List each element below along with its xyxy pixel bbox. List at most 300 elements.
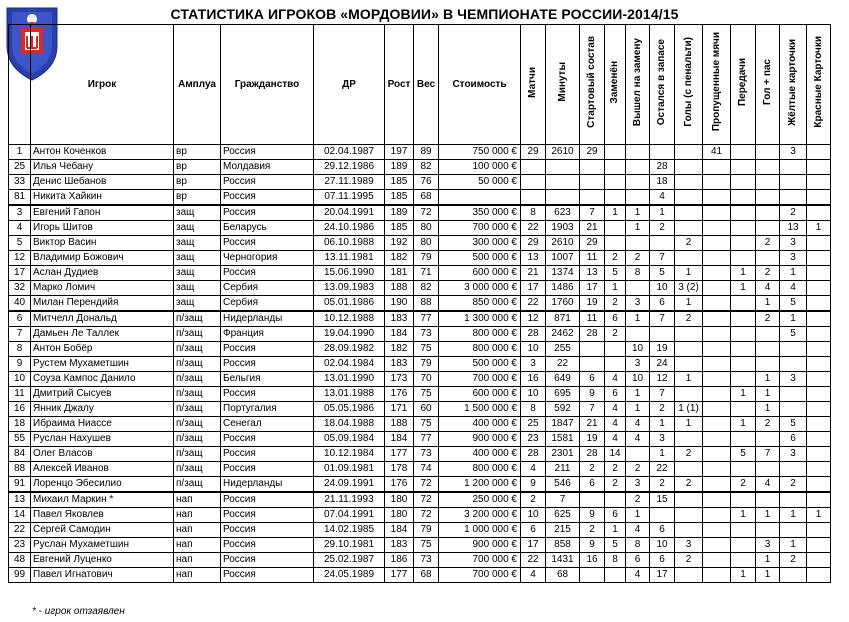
col-header-subbed-on	[626, 25, 650, 145]
cell-dob: 15.06.1990	[314, 266, 385, 281]
cell-height: 181	[385, 266, 414, 281]
cell-starting: 7	[580, 402, 605, 417]
cell-weight: 75	[414, 417, 439, 432]
cell-citizenship: Россия	[221, 492, 314, 508]
cell-dob: 13.01.1988	[314, 387, 385, 402]
cell-citizenship: Россия	[221, 523, 314, 538]
col-header-goals	[675, 25, 703, 145]
cell-conceded	[703, 251, 731, 266]
cell-subbed-on: 1	[626, 205, 650, 221]
cell-weight: 73	[414, 447, 439, 462]
cell-dob: 18.04.1988	[314, 417, 385, 432]
cell-assists	[731, 342, 756, 357]
cell-matches: 22	[521, 296, 546, 312]
cell-starting: 29	[580, 236, 605, 251]
cell-goals: 1	[675, 266, 703, 281]
cell-goals	[675, 251, 703, 266]
cell-goal-pass	[756, 221, 780, 236]
cell-dob: 29.10.1981	[314, 538, 385, 553]
cell-starting: 7	[580, 205, 605, 221]
cell-conceded	[703, 447, 731, 462]
cell-num: 48	[9, 553, 31, 568]
cell-player: Дамьен Ле Таллек	[31, 327, 174, 342]
cell-height: 185	[385, 221, 414, 236]
cell-yellow: 1	[780, 311, 807, 327]
col-header-subbed-off-label: Заменён	[609, 60, 620, 104]
cell-conceded	[703, 508, 731, 523]
cell-value: 400 000 €	[439, 417, 521, 432]
cell-role: нап	[174, 568, 221, 583]
cell-value: 500 000 €	[439, 357, 521, 372]
cell-goals	[675, 160, 703, 175]
cell-height: 184	[385, 523, 414, 538]
cell-subbed-on: 1	[626, 508, 650, 523]
cell-subbed-on: 1	[626, 387, 650, 402]
cell-height: 176	[385, 387, 414, 402]
cell-conceded	[703, 568, 731, 583]
cell-goals: 1	[675, 372, 703, 387]
cell-dob: 13.09.1983	[314, 281, 385, 296]
cell-red	[807, 311, 831, 327]
cell-matches: 4	[521, 568, 546, 583]
table-body	[9, 145, 831, 583]
cell-citizenship: Россия	[221, 190, 314, 206]
table-row	[9, 296, 831, 312]
cell-value: 900 000 €	[439, 432, 521, 447]
cell-weight: 80	[414, 236, 439, 251]
cell-num: 4	[9, 221, 31, 236]
cell-subbed-off: 5	[605, 266, 626, 281]
cell-matches: 25	[521, 417, 546, 432]
cell-weight: 72	[414, 477, 439, 493]
cell-height: 182	[385, 342, 414, 357]
cell-starting	[580, 357, 605, 372]
cell-starting: 21	[580, 221, 605, 236]
cell-red	[807, 387, 831, 402]
cell-player: Алексей Иванов	[31, 462, 174, 477]
cell-yellow: 1	[780, 538, 807, 553]
cell-height: 176	[385, 477, 414, 493]
cell-goal-pass	[756, 327, 780, 342]
cell-assists	[731, 190, 756, 206]
cell-weight: 79	[414, 523, 439, 538]
cell-height: 185	[385, 175, 414, 190]
cell-red	[807, 357, 831, 372]
cell-yellow: 2	[780, 553, 807, 568]
cell-citizenship: Россия	[221, 175, 314, 190]
cell-yellow: 3	[780, 447, 807, 462]
cell-player: Никита Хайкин	[31, 190, 174, 206]
cell-assists	[731, 311, 756, 327]
cell-goals: 2	[675, 236, 703, 251]
cell-minutes: 7	[546, 492, 580, 508]
cell-goal-pass: 2	[756, 236, 780, 251]
cell-citizenship: Молдавия	[221, 160, 314, 175]
cell-num: 23	[9, 538, 31, 553]
cell-role: защ	[174, 251, 221, 266]
cell-minutes: 546	[546, 477, 580, 493]
cell-weight: 82	[414, 160, 439, 175]
cell-yellow	[780, 175, 807, 190]
col-header-bench	[650, 25, 675, 145]
cell-goal-pass: 1	[756, 402, 780, 417]
cell-subbed-on: 4	[626, 523, 650, 538]
cell-citizenship: Сербия	[221, 296, 314, 312]
cell-dob: 02.04.1987	[314, 145, 385, 160]
cell-subbed-off: 2	[605, 477, 626, 493]
cell-num: 25	[9, 160, 31, 175]
cell-dob: 05.01.1986	[314, 296, 385, 312]
cell-matches: 17	[521, 538, 546, 553]
cell-goal-pass	[756, 492, 780, 508]
cell-starting	[580, 342, 605, 357]
cell-citizenship: Нидерланды	[221, 477, 314, 493]
cell-bench	[650, 236, 675, 251]
cell-role: защ	[174, 281, 221, 296]
cell-goals: 3	[675, 538, 703, 553]
cell-goals	[675, 327, 703, 342]
cell-value: 900 000 €	[439, 538, 521, 553]
cell-num: 9	[9, 357, 31, 372]
cell-minutes: 623	[546, 205, 580, 221]
cell-minutes: 68	[546, 568, 580, 583]
cell-subbed-on: 8	[626, 266, 650, 281]
cell-assists	[731, 160, 756, 175]
table-row	[9, 190, 831, 206]
cell-value: 700 000 €	[439, 568, 521, 583]
cell-dob: 24.10.1986	[314, 221, 385, 236]
cell-subbed-off: 14	[605, 447, 626, 462]
cell-player: Марко Ломич	[31, 281, 174, 296]
cell-player: Руслан Мухаметшин	[31, 538, 174, 553]
cell-subbed-off	[605, 190, 626, 206]
cell-num: 88	[9, 462, 31, 477]
cell-conceded	[703, 281, 731, 296]
cell-matches	[521, 175, 546, 190]
cell-num: 10	[9, 372, 31, 387]
cell-assists	[731, 462, 756, 477]
col-header-value: Стоимость	[439, 25, 521, 145]
cell-matches: 28	[521, 447, 546, 462]
cell-subbed-on: 8	[626, 538, 650, 553]
cell-value: 100 000 €	[439, 160, 521, 175]
cell-conceded	[703, 190, 731, 206]
cell-matches: 23	[521, 432, 546, 447]
cell-num: 32	[9, 281, 31, 296]
cell-citizenship: Россия	[221, 447, 314, 462]
cell-height: 180	[385, 492, 414, 508]
cell-bench: 18	[650, 175, 675, 190]
cell-goal-pass	[756, 205, 780, 221]
cell-goals: 1 (1)	[675, 402, 703, 417]
cell-conceded	[703, 477, 731, 493]
cell-weight: 75	[414, 538, 439, 553]
cell-yellow: 2	[780, 205, 807, 221]
cell-bench: 3	[650, 432, 675, 447]
cell-player: Евгений Гапон	[31, 205, 174, 221]
cell-starting: 9	[580, 508, 605, 523]
cell-minutes: 215	[546, 523, 580, 538]
cell-yellow	[780, 568, 807, 583]
cell-minutes: 22	[546, 357, 580, 372]
cell-goal-pass	[756, 432, 780, 447]
cell-player: Аслан Дудиев	[31, 266, 174, 281]
table-row	[9, 175, 831, 190]
cell-goals	[675, 568, 703, 583]
cell-subbed-on: 1	[626, 221, 650, 236]
cell-red	[807, 477, 831, 493]
cell-value: 800 000 €	[439, 342, 521, 357]
cell-starting: 17	[580, 281, 605, 296]
cell-minutes: 2462	[546, 327, 580, 342]
cell-dob: 25.02.1987	[314, 553, 385, 568]
cell-goals	[675, 190, 703, 206]
cell-subbed-on: 4	[626, 417, 650, 432]
cell-subbed-on: 3	[626, 296, 650, 312]
cell-minutes: 1374	[546, 266, 580, 281]
cell-height: 189	[385, 205, 414, 221]
cell-goal-pass	[756, 523, 780, 538]
cell-subbed-off: 6	[605, 387, 626, 402]
cell-starting	[580, 175, 605, 190]
cell-bench: 10	[650, 538, 675, 553]
col-header-yellow-label: Жёлтые карточки	[787, 38, 798, 126]
cell-weight: 79	[414, 251, 439, 266]
cell-goal-pass: 1	[756, 553, 780, 568]
cell-subbed-off: 2	[605, 327, 626, 342]
cell-bench: 10	[650, 281, 675, 296]
table-row	[9, 311, 831, 327]
cell-minutes: 1760	[546, 296, 580, 312]
cell-bench: 17	[650, 568, 675, 583]
table-row	[9, 236, 831, 251]
cell-goals	[675, 462, 703, 477]
cell-assists: 1	[731, 417, 756, 432]
cell-weight: 77	[414, 311, 439, 327]
cell-assists	[731, 523, 756, 538]
cell-matches: 10	[521, 387, 546, 402]
cell-dob: 10.12.1988	[314, 311, 385, 327]
cell-minutes: 1486	[546, 281, 580, 296]
cell-bench: 2	[650, 402, 675, 417]
cell-value: 600 000 €	[439, 387, 521, 402]
table-row	[9, 281, 831, 296]
cell-conceded	[703, 538, 731, 553]
cell-player: Ибраима Ниассе	[31, 417, 174, 432]
cell-num: 8	[9, 342, 31, 357]
cell-conceded	[703, 311, 731, 327]
cell-num: 13	[9, 492, 31, 508]
cell-goals	[675, 508, 703, 523]
cell-value: 3 000 000 €	[439, 281, 521, 296]
cell-dob: 19.04.1990	[314, 327, 385, 342]
cell-dob: 07.11.1995	[314, 190, 385, 206]
cell-subbed-on	[626, 236, 650, 251]
cell-conceded	[703, 492, 731, 508]
cell-yellow: 3	[780, 251, 807, 266]
cell-starting	[580, 190, 605, 206]
cell-value: 700 000 €	[439, 372, 521, 387]
page-title: СТАТИСТИКА ИГРОКОВ «МОРДОВИИ» В ЧЕМПИОНАТЕ РОССИИ-2014/15	[170, 6, 679, 22]
col-header-citizenship: Гражданство	[221, 25, 314, 145]
table-row	[9, 327, 831, 342]
cell-dob: 21.11.1993	[314, 492, 385, 508]
cell-subbed-off: 4	[605, 402, 626, 417]
cell-subbed-off	[605, 492, 626, 508]
cell-red	[807, 342, 831, 357]
cell-role: п/защ	[174, 477, 221, 493]
cell-height: 189	[385, 160, 414, 175]
cell-minutes: 2610	[546, 145, 580, 160]
cell-matches: 10	[521, 342, 546, 357]
cell-subbed-off: 1	[605, 281, 626, 296]
cell-red	[807, 417, 831, 432]
cell-num: 99	[9, 568, 31, 583]
cell-assists	[731, 432, 756, 447]
cell-bench	[650, 145, 675, 160]
cell-role: защ	[174, 221, 221, 236]
cell-value: 700 000 €	[439, 553, 521, 568]
cell-height: 188	[385, 417, 414, 432]
cell-conceded	[703, 205, 731, 221]
cell-dob: 20.04.1991	[314, 205, 385, 221]
cell-subbed-on: 4	[626, 432, 650, 447]
cell-citizenship: Бельгия	[221, 372, 314, 387]
cell-starting	[580, 492, 605, 508]
cell-minutes: 1581	[546, 432, 580, 447]
cell-role: п/защ	[174, 432, 221, 447]
cell-player: Руслан Нахушев	[31, 432, 174, 447]
cell-player: Олег Власов	[31, 447, 174, 462]
cell-goal-pass	[756, 190, 780, 206]
cell-red	[807, 160, 831, 175]
cell-bench: 6	[650, 553, 675, 568]
cell-value: 800 000 €	[439, 462, 521, 477]
cell-value: 250 000 €	[439, 492, 521, 508]
cell-conceded	[703, 160, 731, 175]
cell-red	[807, 281, 831, 296]
cell-num: 16	[9, 402, 31, 417]
cell-conceded	[703, 221, 731, 236]
cell-starting: 19	[580, 432, 605, 447]
col-header-conceded-label: Пропущенные мячи	[710, 32, 722, 132]
cell-conceded	[703, 236, 731, 251]
cell-subbed-off: 2	[605, 296, 626, 312]
cell-value: 850 000 €	[439, 296, 521, 312]
cell-yellow: 3	[780, 236, 807, 251]
cell-bench	[650, 508, 675, 523]
cell-assists: 1	[731, 281, 756, 296]
cell-citizenship: Россия	[221, 266, 314, 281]
cell-matches	[521, 160, 546, 175]
cell-weight: 68	[414, 190, 439, 206]
cell-weight: 68	[414, 568, 439, 583]
cell-red	[807, 568, 831, 583]
cell-red	[807, 145, 831, 160]
cell-player: Павел Яковлев	[31, 508, 174, 523]
cell-starting: 11	[580, 311, 605, 327]
cell-subbed-off	[605, 568, 626, 583]
cell-minutes	[546, 160, 580, 175]
cell-height: 177	[385, 447, 414, 462]
table-row	[9, 462, 831, 477]
cell-value: 1 000 000 €	[439, 523, 521, 538]
cell-starting: 28	[580, 327, 605, 342]
cell-goal-pass: 7	[756, 447, 780, 462]
cell-citizenship: Нидерланды	[221, 311, 314, 327]
cell-role: нап	[174, 508, 221, 523]
cell-assists	[731, 553, 756, 568]
cell-matches: 22	[521, 221, 546, 236]
cell-dob: 24.09.1991	[314, 477, 385, 493]
col-header-matches	[521, 25, 546, 145]
cell-assists	[731, 492, 756, 508]
cell-num: 7	[9, 327, 31, 342]
cell-assists: 1	[731, 266, 756, 281]
cell-starting: 9	[580, 538, 605, 553]
cell-bench: 12	[650, 372, 675, 387]
cell-subbed-on: 3	[626, 477, 650, 493]
cell-role: вр	[174, 160, 221, 175]
cell-weight: 72	[414, 508, 439, 523]
table-row	[9, 492, 831, 508]
table-row	[9, 251, 831, 266]
cell-value: 500 000 €	[439, 251, 521, 266]
cell-role: п/защ	[174, 417, 221, 432]
cell-red	[807, 175, 831, 190]
cell-conceded	[703, 523, 731, 538]
cell-yellow	[780, 357, 807, 372]
cell-subbed-on	[626, 447, 650, 462]
cell-value	[439, 190, 521, 206]
cell-role: п/защ	[174, 462, 221, 477]
cell-role: защ	[174, 266, 221, 281]
cell-goal-pass: 1	[756, 372, 780, 387]
col-header-role: Амплуа	[174, 25, 221, 145]
cell-yellow: 4	[780, 281, 807, 296]
cell-red	[807, 553, 831, 568]
cell-subbed-off: 4	[605, 417, 626, 432]
cell-subbed-on	[626, 281, 650, 296]
cell-assists	[731, 175, 756, 190]
cell-goal-pass: 2	[756, 266, 780, 281]
cell-height: 184	[385, 327, 414, 342]
cell-conceded	[703, 387, 731, 402]
cell-value: 300 000 €	[439, 236, 521, 251]
cell-citizenship: Сенегал	[221, 417, 314, 432]
cell-starting: 19	[580, 296, 605, 312]
cell-height: 180	[385, 508, 414, 523]
col-header-assists	[731, 25, 756, 145]
table-row	[9, 538, 831, 553]
cell-player: Дмитрий Сысуев	[31, 387, 174, 402]
cell-red	[807, 266, 831, 281]
cell-role: вр	[174, 145, 221, 160]
table-row	[9, 417, 831, 432]
cell-conceded	[703, 417, 731, 432]
cell-bench: 1	[650, 447, 675, 462]
col-header-yellow	[780, 25, 807, 145]
cell-role: нап	[174, 492, 221, 508]
cell-assists	[731, 145, 756, 160]
cell-yellow: 13	[780, 221, 807, 236]
cell-matches: 22	[521, 553, 546, 568]
cell-role: вр	[174, 175, 221, 190]
cell-matches: 8	[521, 205, 546, 221]
cell-matches: 29	[521, 145, 546, 160]
cell-citizenship: Россия	[221, 357, 314, 372]
cell-red	[807, 236, 831, 251]
